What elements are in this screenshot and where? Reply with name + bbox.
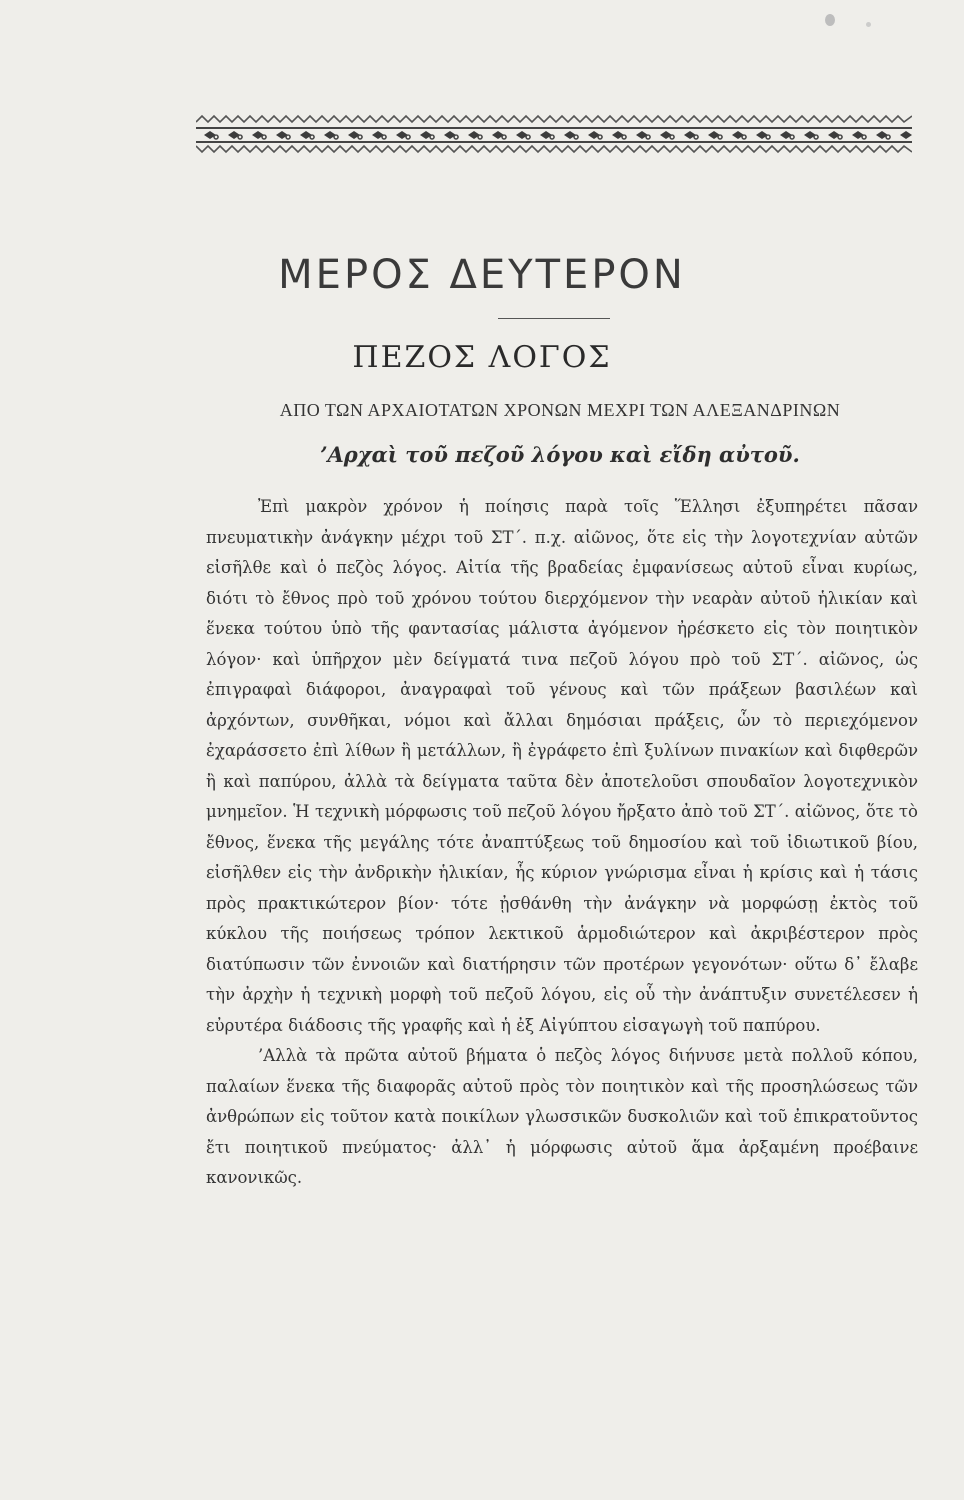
section-subtitle: ΑΠΟ ΤΩΝ ΑΡΧΑΙΟΤΑΤΩΝ ΧΡΟΝΩΝ ΜΕΧΡΙ ΤΩΝ ΑΛΕΞΑΝΔΡΙΝΩΝ — [279, 400, 841, 420]
title-divider — [498, 318, 610, 319]
paper-stain — [866, 22, 871, 27]
chapter-title: ’Αρχαὶ τοῦ πεζοῦ λόγου καὶ εἴδη αὐτοῦ. — [320, 442, 800, 467]
paragraph: ’Αλλὰ τὰ πρῶτα αὐτοῦ βήματα ὁ πεζὸς λόγος διήνυσε μετὰ πολλοῦ κόπου, παλαίων ἕνεκα τῆς διαφορᾶς αὐτοῦ πρὸς τὸν ποιητικὸν καὶ τῆς προσηλώσεως τῶν ἀνθρώπων εἰς τοῦτον κατὰ ποικίλων γλωσσικῶν δυσκολιῶν καὶ τοῦ ἐπικρατοῦντος ἔτι ποιητικοῦ πνεύματος· ἀλλ᾽ ἡ μόρφωσις αὐτοῦ ἅμα ἀρξαμένη προέβαινε κανονικῶς. — [206, 1046, 918, 1187]
body-text — [206, 492, 918, 1194]
decorative-border-ornament — [196, 104, 912, 156]
paper-stain — [825, 14, 835, 26]
paragraph: Ἐπὶ μακρὸν χρόνον ἡ ποίησις παρὰ τοῖς Ἕλλησι ἐξυπηρέτει πᾶσαν πνευματικὴν ἀνάγκην μέχρι τοῦ ΣΤ΄. π.χ. αἰῶνος, ὅτε εἰς τὴν λογοτεχνίαν αὐτῶν εἰσῆλθε καὶ ὁ πεζὸς λόγος. Αἰτία τῆς βραδείας ἐμφανίσεως αὐτοῦ εἶναι κυρίως, διότι τὸ ἔθνος πρὸ τοῦ χρόνου τούτου διερχόμενον τὴν νεαρὰν αὐτοῦ ἡλικίαν καὶ ἕνεκα τούτου ὑπὸ τῆς φαντασίας μάλιστα ἀγόμενον ἠρέσκετο εἰς τὸν ποιητικὸν λόγον· καὶ ὑπῆρχον μὲν δείγματά τινα πεζοῦ λόγου πρὸ τοῦ ΣΤ΄. αἰῶνος, ὡς ἐπιγραφαὶ διάφοροι, ἀναγραφαὶ τοῦ γένους καὶ τῶν πράξεων βασιλέων καὶ ἀρχόντων, συνθῆκαι, νόμοι καὶ ἄλλαι δημόσιαι πράξεις, ὧν τὸ περιεχόμενον ἐχαράσσετο ἐπὶ λίθων ἢ μετάλλων, ἢ ἐγράφετο ἐπὶ ξυλίνων πινακίων καὶ διφθερῶν ἢ καὶ παπύρου, ἀλλὰ τὰ δείγματα ταῦτα δὲν ἀποτελοῦσι σπουδαῖον λογοτεχνικὸν μνημεῖον. Ἡ τεχνικὴ μόρφωσις τοῦ πεζοῦ λόγου ἤρξατο ἀπὸ τοῦ ΣΤ΄. αἰῶνος, ὅτε τὸ ἔθνος, ἕνεκα τῆς μεγάλης τότε ἀναπτύξεως τοῦ δημοσίου καὶ τοῦ ἰδιωτικοῦ βίου, εἰσῆλθεν εἰς τὴν ἀνδρικὴν ἡλικίαν, ἧς κύριον γνώρισμα εἶναι ἡ κρίσις καὶ ἡ τάσις πρὸς πρακτικώτερον βίον· τότε ᾐσθάνθη τὴν ἀνάγκην νὰ μορφώσῃ ἐκτὸς τοῦ κύκλου τῆς ποιήσεως τρόπον λεκτικοῦ ἁρμοδιώτερον καὶ ἀκριβέστερον πρὸς διατύπωσιν τῶν ἐννοιῶν καὶ διατήρησιν τῶν προτέρων γεγονότων· οὕτω δ᾽ ἔλαβε τὴν ἀρχὴν ἡ τεχνικὴ μορφὴ τοῦ πεζοῦ λόγου, εἰς οὗ τὴν ἀνάπτυξιν συνετέλεσεν ἡ εὐρυτέρα διάδοσις τῆς γραφῆς καὶ ἡ ἐξ Αἰγύπτου εἰσαγωγὴ τοῦ παπύρου. — [206, 497, 918, 1035]
part-title: ΜΕΡΟΣ ΔΕΥΤΕΡΟΝ — [278, 252, 686, 298]
section-title: ΠΕΖΟΣ ΛΟΓΟΣ — [352, 340, 612, 375]
